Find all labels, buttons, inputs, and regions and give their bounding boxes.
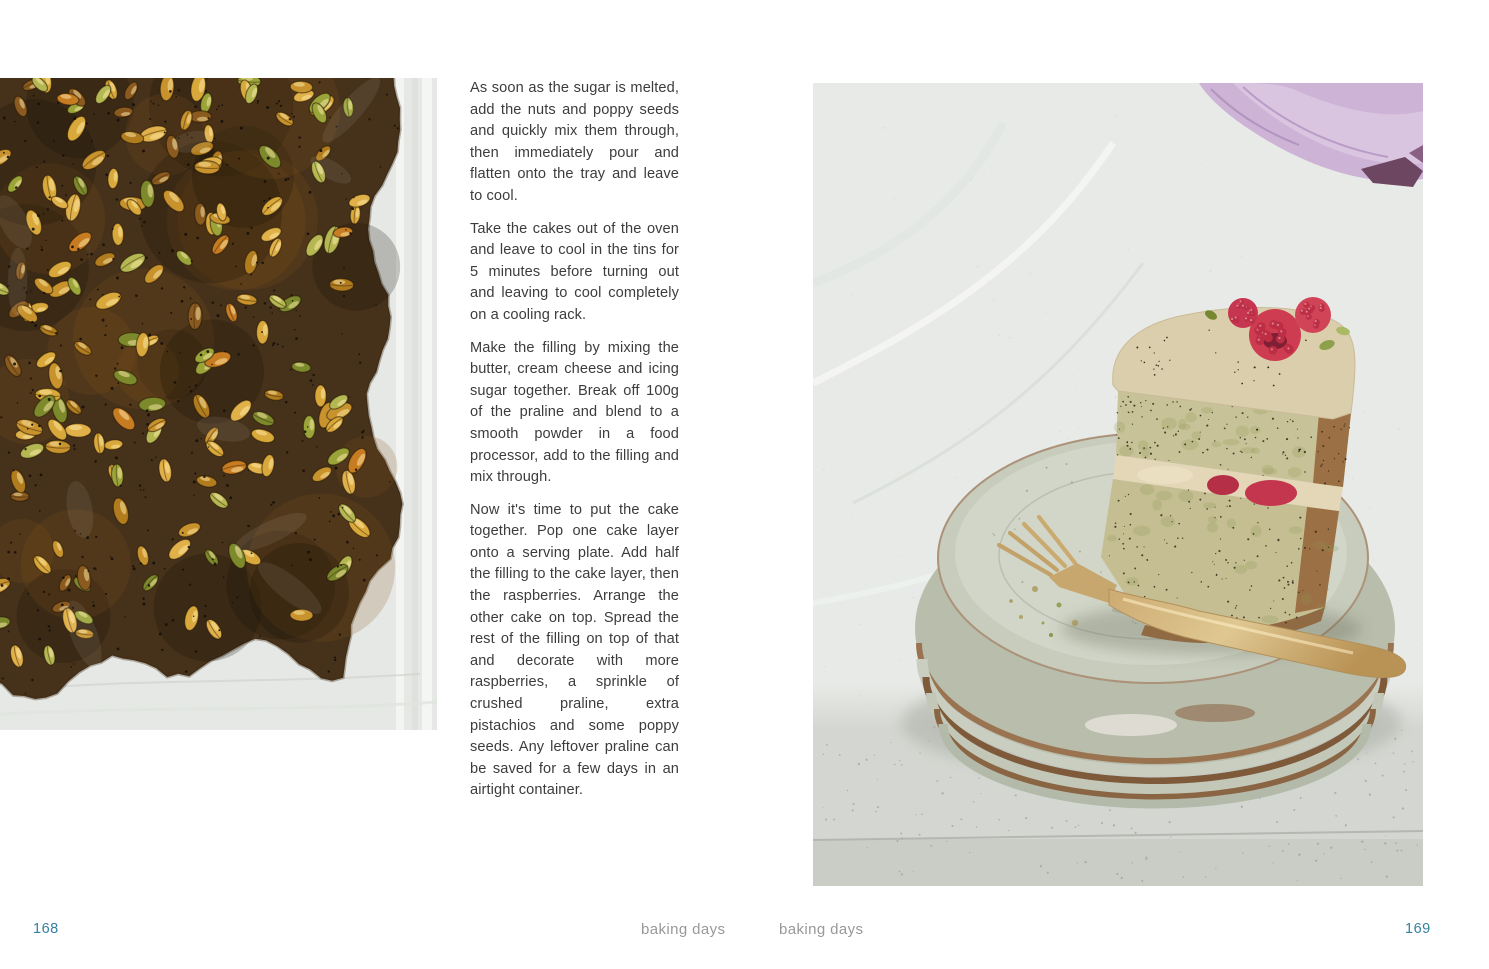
cake-slice-photo	[813, 83, 1423, 886]
brittle-slab	[0, 78, 402, 699]
method-paragraph: As soon as the sugar is melted, add the nuts and poppy seeds and quickly mix them through, then immediately pour and flatten onto the tray and leave to cool.	[470, 80, 679, 204]
running-footer-right: baking days	[779, 921, 864, 938]
method-paragraph: Make the filling by mixing the butter, cream cheese and icing sugar together. Break off 100g of the praline and blend to a smooth powder in a food processor, add to the filling and mix through.	[470, 339, 679, 486]
running-footer-left: baking days	[641, 921, 726, 938]
page-number-right: 169	[1405, 921, 1431, 937]
praline-brittle-graphic	[0, 78, 437, 730]
raspberry-filling	[1245, 480, 1297, 506]
method-paragraph: Take the cakes out of the oven and leave to cool in the tins for 5 minutes before turning out and leaving to cool completely on a cooling rack.	[470, 220, 679, 323]
method-paragraph: Now it's time to put the cake together. Pop one cake layer onto a serving plate. Add half the filling to the cake layer, then the raspberries. Arrange the other cake on top. Spread the rest of the filling on top of that and decorate with more raspberries, a sprinkle of crushed praline, extra pistachios and some poppy seeds. Any leftover praline can be saved for a few days in an airtight container.	[470, 501, 679, 799]
cake-slice-graphic	[813, 83, 1423, 886]
page-number-left: 168	[33, 921, 59, 937]
recipe-method-text	[470, 78, 679, 802]
praline-brittle-photo	[0, 78, 437, 730]
